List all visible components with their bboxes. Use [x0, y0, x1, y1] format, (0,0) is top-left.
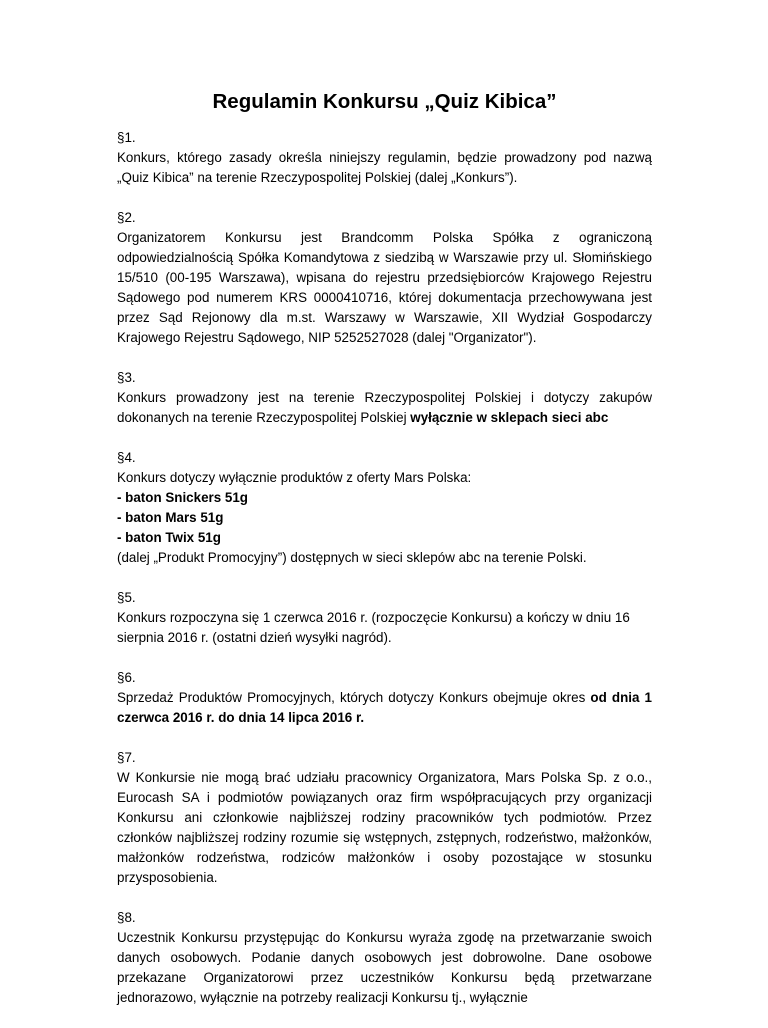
section-number: §2. — [117, 210, 136, 225]
section-text: Konkurs, którego zasady określa niniejszy regulamin, będzie prowadzony pod nazwą „Quiz Kibica” na terenie Rzeczypospolitej Polskiej (dalej „Konkurs”). — [117, 150, 652, 185]
section-2 — [117, 208, 652, 348]
section-6 — [117, 668, 652, 728]
section-number: §4. — [117, 450, 136, 465]
section-8 — [117, 908, 652, 1008]
section-text — [117, 688, 652, 728]
section-text — [117, 388, 652, 428]
section-text-regular: Konkurs prowadzony jest na terenie Rzeczypospolitej Polskiej i dotyczy zakupów dokonanych na terenie Rzeczypospolitej Polskiej — [117, 390, 652, 425]
section-text-bold: od dnia 1 czerwca 2016 r. do dnia 14 lipca 2016 r. — [117, 690, 652, 725]
document-title: Regulamin Konkursu „Quiz Kibica” — [212, 90, 557, 113]
section-text: W Konkursie nie mogą brać udziału pracownicy Organizatora, Mars Polska Sp. z o.o., Eurocash SA i podmiotów powiązanych oraz firm współpracujących przy organizacji Konkursu ani członkowie najbliższej rodziny pracowników tych podmiotów. Przez członków najbliższej rodziny rozumie się wstępnych, zstępnych, rodzeństwo, małżonków, małżonków rodzeństwa, rodziców małżonków i osoby pozostające w stosunku przysposobienia. — [117, 770, 652, 885]
section-text-regular: Sprzedaż Produktów Promocyjnych, których dotyczy Konkurs obejmuje okres — [117, 690, 591, 705]
section-text: Organizatorem Konkursu jest Brandcomm Polska Spółka z ograniczoną odpowiedzialnością Spółka Komandytowa z siedzibą w Warszawie przy ul. Słomińskiego 15/510 (00-195 Warszawa), wpisana do rejestru przedsiębiorców Krajowego Rejestru Sądowego pod numerem KRS 0000410716, której dokumentacja przechowywana jest przez Sąd Rejonowy dla m.st. Warszawy w Warszawie, XII Wydział Gospodarczy Krajowego Rejestru Sądowego, NIP 5252527028 (dalej "Organizator"). — [117, 230, 652, 345]
document-page — [117, 88, 652, 1028]
section-intro: Konkurs dotyczy wyłącznie produktów z oferty Mars Polska: — [117, 470, 472, 485]
product-item: - baton Mars 51g — [117, 510, 224, 525]
section-text: Uczestnik Konkursu przystępując do Konkursu wyraża zgodę na przetwarzanie swoich danych osobowych. Podanie danych osobowych jest dobrowolne. Dane osobowe przekazane Organizatorowi przez uczestników Konkursu będą przetwarzane jednorazowo, wyłącznie na potrzeby realizacji Konkursu tj., wyłącznie — [117, 930, 652, 1005]
section-4 — [117, 448, 652, 568]
product-item: - baton Snickers 51g — [117, 490, 248, 505]
section-1 — [117, 128, 652, 188]
section-number: §7. — [117, 750, 136, 765]
section-text: Konkurs rozpoczyna się 1 czerwca 2016 r. (rozpoczęcie Konkursu) a kończy w dniu 16 sierpnia 2016 r. (ostatni dzień wysyłki nagród). — [117, 610, 630, 645]
product-item: - baton Twix 51g — [117, 530, 221, 545]
section-text-bold: wyłącznie w sklepach sieci abc — [410, 410, 609, 425]
section-7 — [117, 748, 652, 888]
section-3 — [117, 368, 652, 428]
section-5 — [117, 588, 652, 648]
section-outro: (dalej „Produkt Promocyjny”) dostępnych w sieci sklepów abc na terenie Polski. — [117, 550, 587, 565]
section-number: §6. — [117, 670, 136, 685]
section-number: §1. — [117, 130, 136, 145]
section-number: §8. — [117, 910, 136, 925]
section-number: §3. — [117, 370, 136, 385]
section-number: §5. — [117, 590, 136, 605]
